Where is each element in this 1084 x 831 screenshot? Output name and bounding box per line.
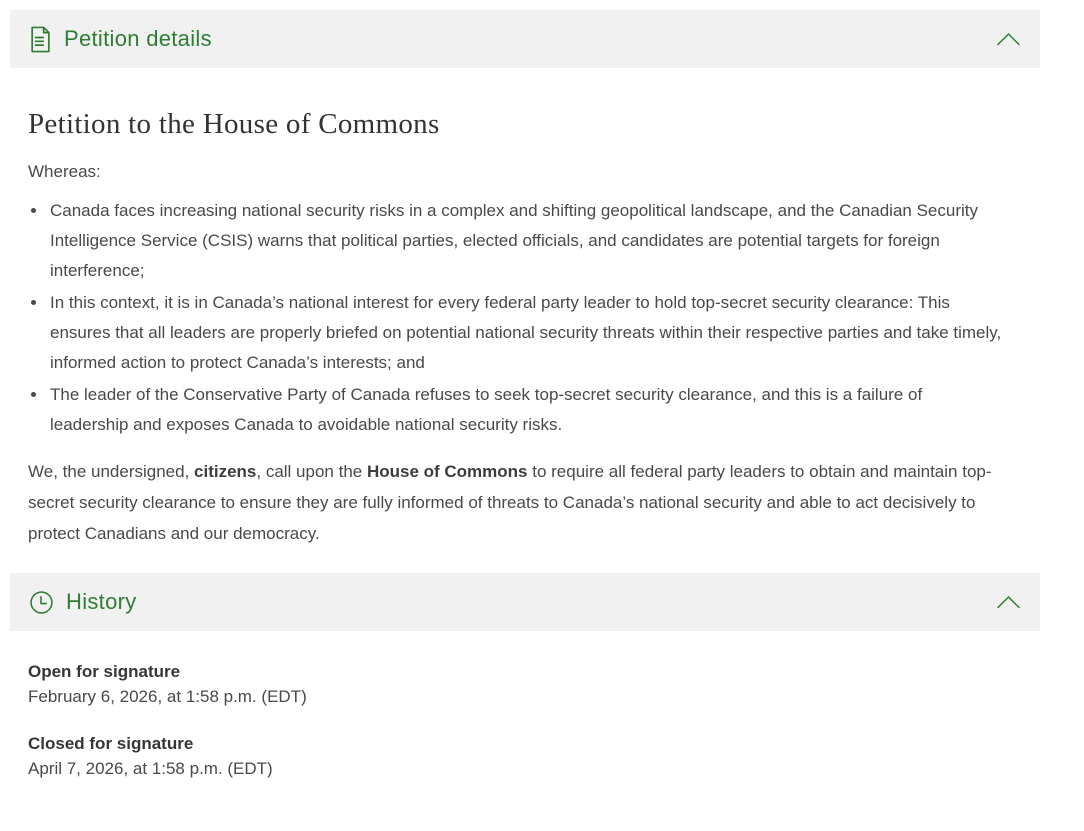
history-content [28, 659, 1004, 831]
history-entry [28, 659, 1004, 709]
history-entry-date: February 6, 2026, at 1:58 p.m. (EDT) [28, 687, 307, 706]
closing-paragraph [28, 456, 1004, 549]
petition-details-section-header[interactable] [10, 10, 1040, 68]
closing-bold-house-of-commons: House of Commons [366, 462, 528, 481]
whereas-item: • In this context, it is in Canada’s national interest for every federal party leader to hold top-secret security clearance: This ensures that all leaders are properly briefed on potential national security threats within their respective parties and take timely, informed action to protect Canada’s interests; and [48, 288, 1004, 378]
history-entry-label: Closed for signature [28, 734, 194, 753]
closing-bold-citizens: citizens [194, 462, 257, 481]
whereas-item: • The leader of the Conservative Party of Canada refuses to seek top-secret security clearance, and this is a failure of leadership and exposes Canada to avoidable national security risks. [48, 380, 1004, 440]
whereas-item: • Canada faces increasing national security risks in a complex and shifting geopolitical landscape, and the Canadian Security Intelligence Service (CSIS) warns that political parties, elected officials, and candidates are potential targets for foreign interference; [48, 196, 1004, 286]
closing-text: We, the undersigned, [28, 462, 195, 481]
petition-details-title: Petition details [64, 26, 212, 51]
history-section-header[interactable] [10, 573, 1040, 631]
history-entry [28, 731, 1004, 781]
history-title: History [66, 589, 137, 614]
whereas-label: Whereas: [28, 162, 101, 181]
closing-text: , call upon the [256, 462, 367, 481]
petition-details-content [28, 108, 1004, 549]
document-icon [29, 26, 52, 53]
history-entry-label: Open for signature [28, 662, 181, 681]
chevron-up-icon[interactable] [992, 591, 1025, 613]
clock-icon [29, 590, 54, 615]
chevron-up-icon[interactable] [992, 28, 1025, 50]
whereas-list [28, 196, 1004, 440]
closing-text: to require all federal party leaders to obtain and maintain top-secret security clearance to ensure they are fully informed of threats to Canada’s national security and able to act decisively to protect Canadians and our democracy. [28, 462, 992, 543]
petition-heading: Petition to the House of Commons [28, 108, 440, 140]
history-entry-date: April 7, 2026, at 1:58 p.m. (EDT) [28, 759, 273, 778]
